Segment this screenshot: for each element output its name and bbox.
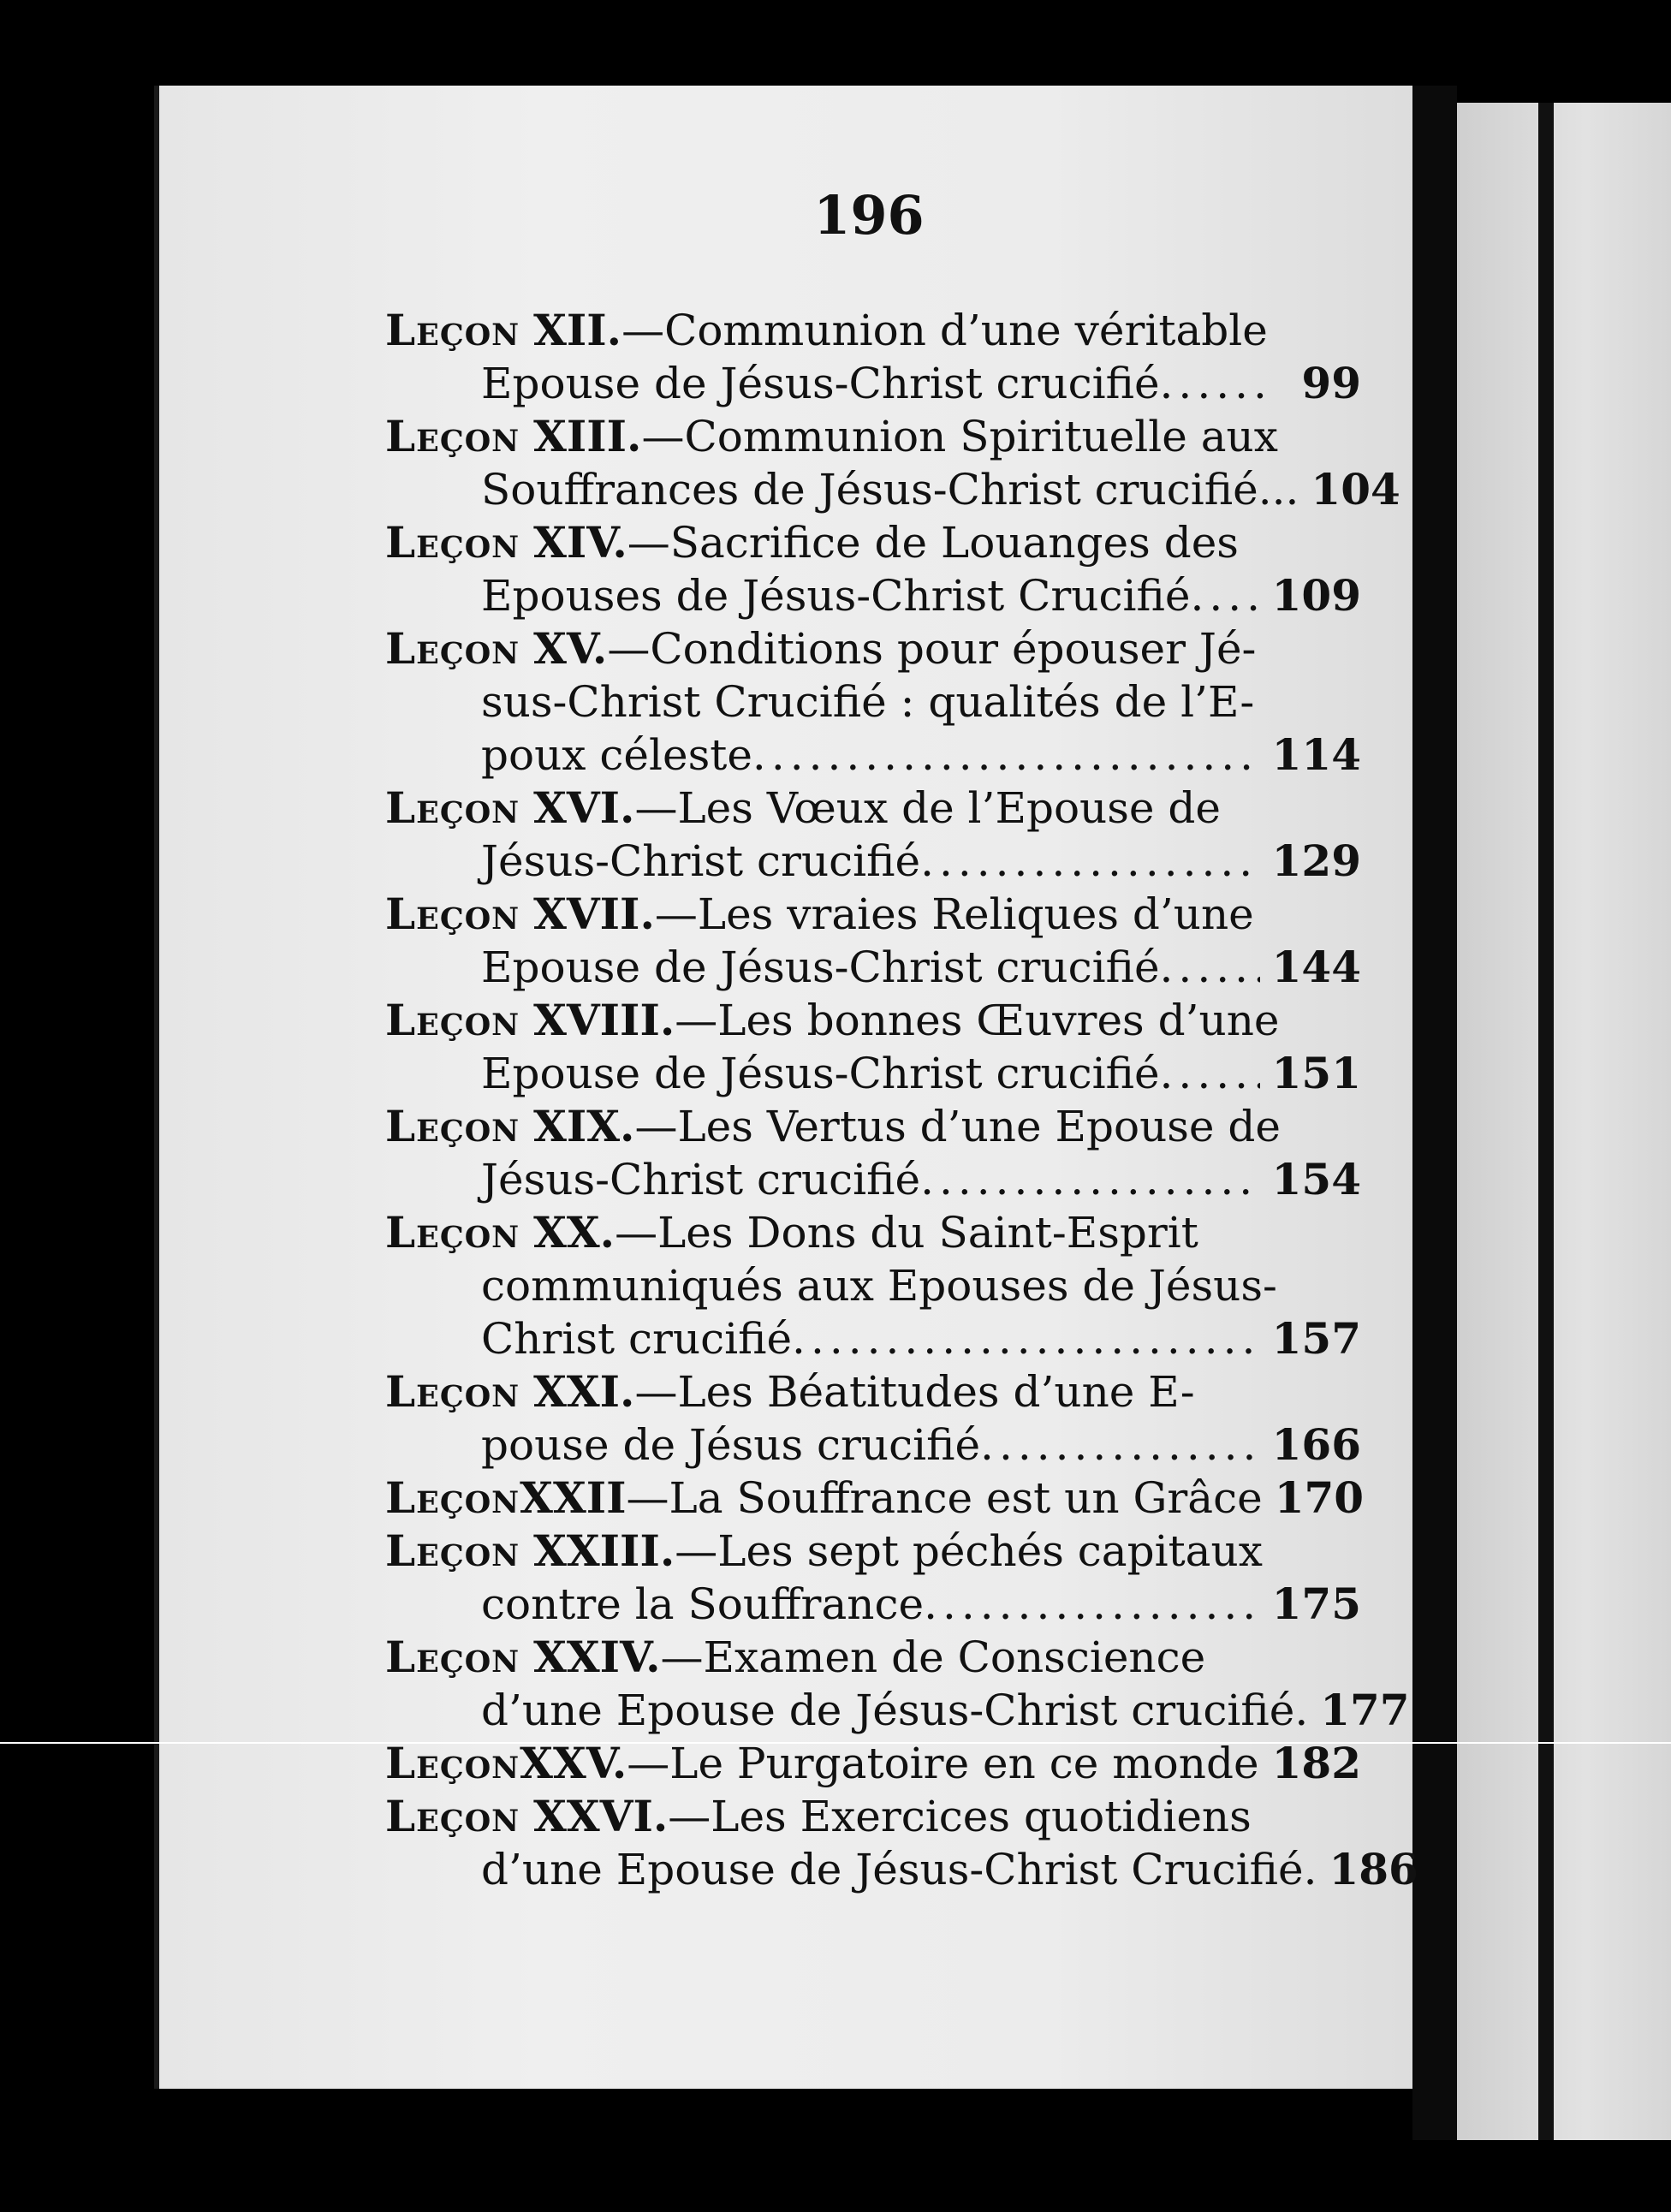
toc-entry-first-line [385,622,1361,675]
toc-entry-continuation-line [385,1259,1361,1312]
lesson-title-text: Epouses de Jésus-Christ Crucifié [481,571,1191,621]
lesson-numeral: XXVI. [533,1791,669,1841]
page-reference: 157 [1271,1313,1361,1364]
page-reference: 99 [1301,358,1361,408]
page-reference: 144 [1271,942,1361,992]
toc-entry [385,1472,1365,1525]
dot-leader [924,1578,1260,1631]
dot-leader [792,1312,1260,1365]
toc-entry-continuation-line [385,675,1361,728]
toc-entry-continuation-line [385,463,1400,516]
toc-entry-continuation-line [385,1047,1361,1100]
lecon-label: Leçon [385,1101,520,1151]
page-reference: 114 [1271,729,1361,780]
lesson-title-text: d’une Epouse de Jésus-Christ crucifié. [481,1686,1309,1735]
lesson-title-text: —Les sept péchés capitaux [675,1526,1263,1576]
lesson-title-text: Jésus-Christ crucifié [481,1155,921,1204]
lecon-label: Leçon [385,1738,520,1788]
lesson-title-text: Christ crucifié [481,1314,793,1364]
lesson-title-text: —Les vraies Reliques d’une [654,889,1254,939]
toc-entry [385,304,1361,410]
lecon-label: Leçon [385,782,520,833]
toc-entry [385,1737,1361,1790]
lesson-title-text: —Les Exercices quotidiens [668,1792,1252,1841]
page-reference: 177 [1320,1685,1410,1735]
book-gutter [1412,86,1457,2140]
lesson-title-text: contre la Souffrance [481,1579,925,1629]
toc-entry [385,782,1361,888]
toc-entry-first-line [385,994,1361,1047]
lecon-label: Leçon [385,1472,520,1523]
toc-entry-continuation-line [385,728,1361,782]
lesson-numeral: XX. [533,1207,615,1258]
lesson-numeral: XVII. [533,889,655,939]
dot-leader [752,728,1260,782]
dot-leader [920,835,1260,888]
adjacent-page-edge [1457,103,1671,2140]
lesson-numeral: XVI. [533,782,635,833]
lecon-label: Leçon [385,1366,520,1417]
lesson-title-text: Jésus-Christ crucifié [481,836,921,886]
lesson-title-text: —Les bonnes Œuvres d’une [675,996,1280,1045]
lesson-title-text: communiqués aux Epouses de Jésus- [481,1261,1277,1311]
toc-entry-continuation-line [385,835,1361,888]
table-of-contents [385,304,1418,1896]
lesson-title-text: —Les Vertus d’une Epouse de [634,1102,1281,1151]
toc-entry [385,1631,1410,1737]
toc-entry-first-line [385,1472,1365,1525]
lesson-title-text: —Les Vœux de l’Epouse de [634,783,1221,833]
toc-entry [385,622,1361,782]
lesson-title-text: d’une Epouse de Jésus-Christ Crucifié. [481,1845,1317,1894]
toc-entry-continuation-line [385,357,1361,410]
page-reference: 129 [1271,835,1361,886]
lesson-title-text: —Communion Spirituelle aux [641,412,1278,461]
toc-entry-continuation-line [385,569,1361,622]
toc-entry-first-line [385,1100,1361,1153]
toc-entry-first-line [385,410,1361,463]
toc-entry-continuation-line [385,1843,1418,1896]
toc-entry-first-line [385,1365,1361,1418]
toc-entry-first-line [385,1631,1361,1684]
toc-entry-continuation-line [385,1153,1361,1206]
lesson-numeral: XVIII. [533,995,675,1045]
toc-entry [385,1365,1361,1472]
page-reference: 175 [1271,1579,1361,1629]
toc-entry-continuation-line [385,1684,1410,1737]
toc-entry-continuation-line [385,1312,1361,1365]
page-reference: 182 [1271,1738,1361,1788]
page-reference: 109 [1271,570,1361,621]
lesson-title-text: pouse de Jésus crucifié [481,1420,981,1470]
toc-entry-first-line [385,888,1361,941]
page-reference: 170 [1274,1472,1365,1523]
toc-entry-continuation-line [385,1578,1361,1631]
lesson-numeral: XIII. [533,411,642,461]
lecon-label: Leçon [385,305,520,355]
toc-entry-continuation-line [385,1418,1361,1472]
lesson-numeral: XXV. [520,1738,627,1788]
toc-entry-first-line [385,1525,1361,1578]
lesson-numeral: XXIII. [533,1525,675,1576]
toc-entry-first-line [385,1737,1361,1790]
lesson-numeral: XIX. [533,1101,635,1151]
lesson-title-text: Epouse de Jésus-Christ crucifié [481,1049,1160,1098]
lesson-title-text: Epouse de Jésus-Christ crucifié [481,359,1160,408]
lesson-title-text: —Le Purgatoire en ce monde [627,1739,1259,1788]
lecon-label: Leçon [385,1207,520,1258]
toc-entry [385,994,1361,1100]
lesson-numeral: XII. [533,305,622,355]
lecon-label: Leçon [385,995,520,1045]
lesson-numeral: XXIV. [533,1632,661,1682]
lesson-title-text: —Communion d’une véritable [621,306,1268,355]
toc-entry-continuation-line [385,941,1361,994]
lecon-label: Leçon [385,1791,520,1841]
toc-entry-first-line [385,304,1361,357]
page-reference: 186 [1329,1844,1418,1894]
lesson-numeral: XXII [520,1472,627,1523]
page-reference: 104 [1311,464,1400,514]
page-reference: 166 [1271,1419,1361,1470]
lesson-title-text: sus-Christ Crucifié : qualités de l’E- [481,677,1255,727]
lesson-title-text: —La Souffrance est un Grâce [626,1473,1263,1523]
toc-entry [385,516,1361,622]
lesson-title-text: —Les Béatitudes d’une E- [634,1367,1195,1417]
toc-entry-first-line [385,1206,1361,1259]
toc-entry-first-line [385,516,1361,569]
dot-leader [980,1418,1260,1472]
toc-entry [385,1206,1361,1365]
lecon-label: Leçon [385,623,520,674]
dot-leader [1160,941,1260,994]
lesson-title-text: —Les Dons du Saint-Esprit [615,1208,1198,1258]
toc-entry [385,888,1361,994]
toc-entry [385,1525,1361,1631]
lesson-numeral: XV. [533,623,608,674]
lecon-label: Leçon [385,411,520,461]
lesson-numeral: XIV. [533,517,627,568]
lesson-title-text: —Conditions pour épouser Jé- [607,624,1257,674]
page-number: 196 [813,184,925,247]
toc-entry [385,410,1400,516]
page-reference: 151 [1271,1048,1361,1098]
lesson-title-text: —Sacrifice de Louanges des [627,518,1239,568]
dot-leader [1160,1047,1260,1100]
lecon-label: Leçon [385,517,520,568]
dot-leader [920,1153,1260,1206]
lecon-label: Leçon [385,889,520,939]
dot-leader [1160,357,1272,410]
toc-entry-first-line [385,1790,1361,1843]
lecon-label: Leçon [385,1525,520,1576]
dot-leader [1190,569,1259,622]
toc-entry-first-line [385,782,1361,835]
toc-entry [385,1100,1361,1206]
lecon-label: Leçon [385,1632,520,1682]
lesson-title-text: poux céleste [481,730,752,780]
lesson-title-text: —Examen de Conscience [660,1632,1206,1682]
lesson-title-text: Souffrances de Jésus-Christ crucifié... [481,465,1299,514]
page-reference: 154 [1271,1154,1361,1204]
toc-entry [385,1790,1418,1896]
lesson-title-text: Epouse de Jésus-Christ crucifié [481,942,1160,992]
lesson-numeral: XXI. [533,1366,635,1417]
